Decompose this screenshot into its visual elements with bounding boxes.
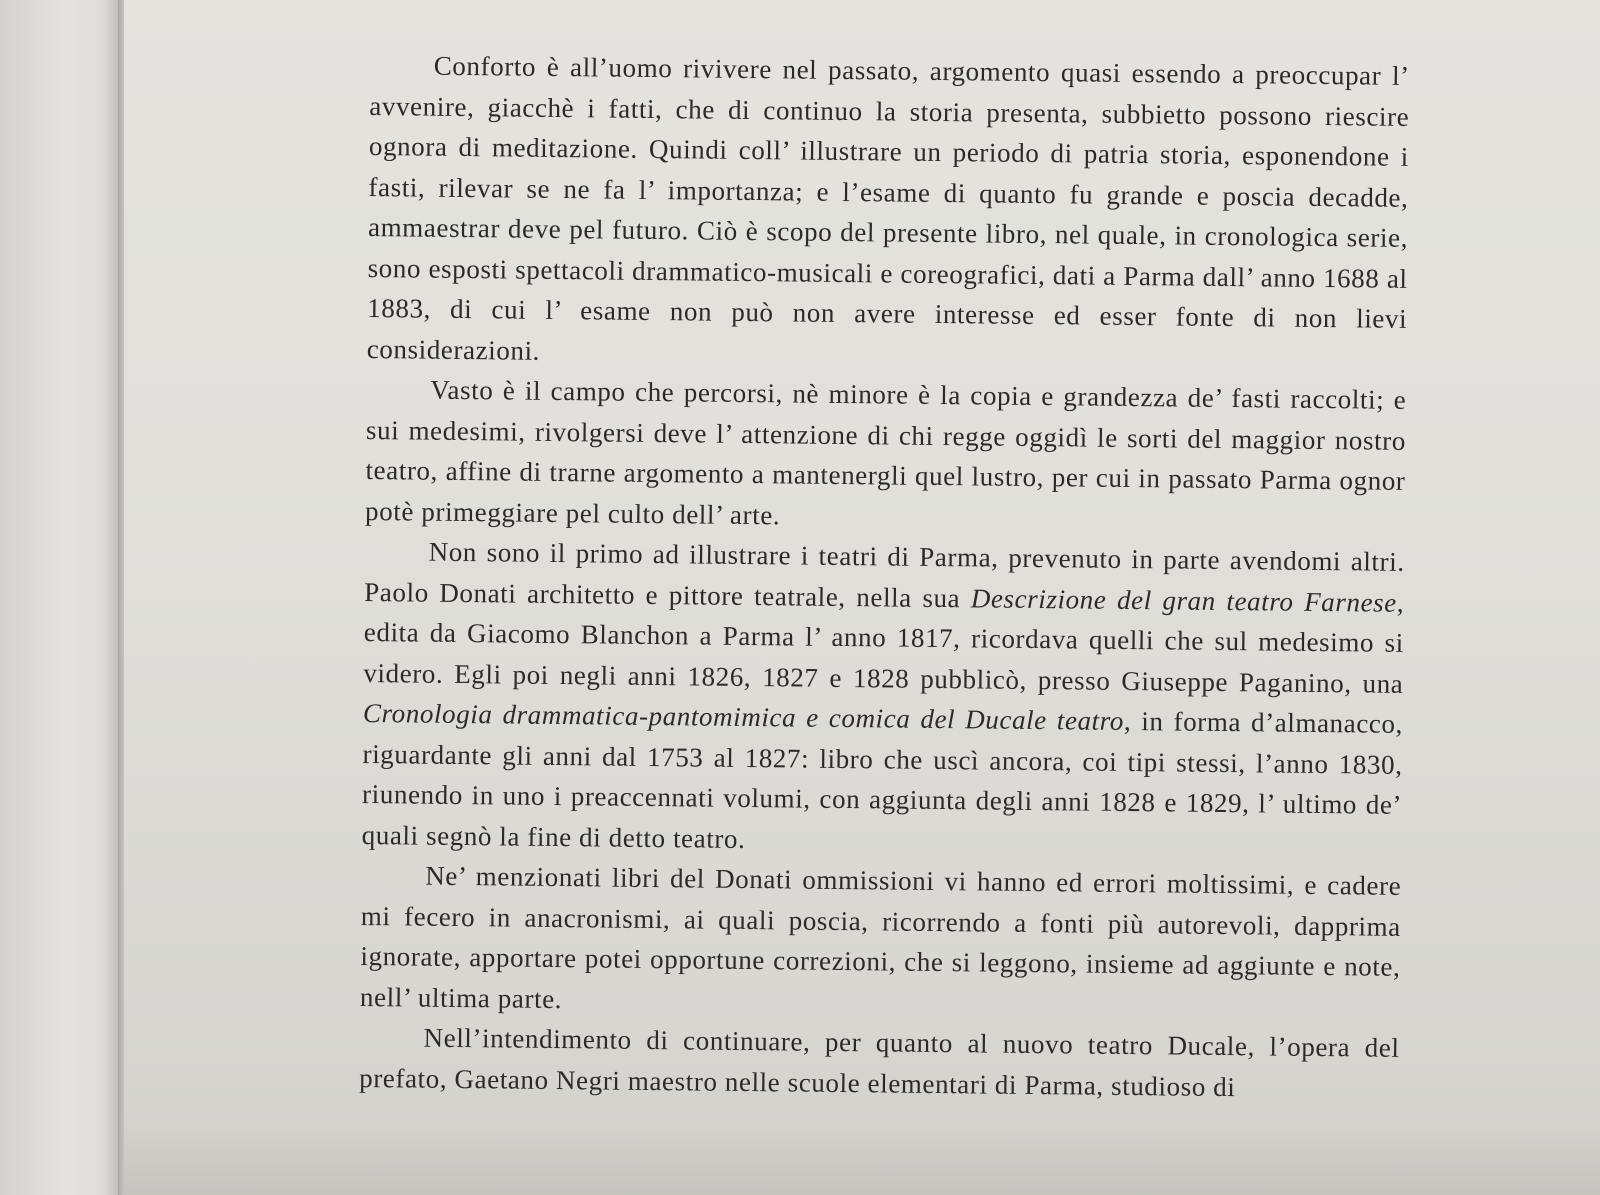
paragraph-5 — [359, 1017, 1400, 1109]
page-text — [359, 45, 1410, 1109]
paragraph-1 — [367, 45, 1410, 380]
book-title-descrizione: Descrizione del gran teatro Farnese — [970, 582, 1398, 618]
paragraph-2 — [365, 369, 1407, 542]
paragraph-3-text-a: Non sono il primo ad illustrare i teatri di Parma, prevenuto in parte avendomi altri. Paolo Donati architetto e pittore teatrale, nella sua — [364, 536, 1405, 613]
paragraph-4-text: Ne’ menzionati libri del Donati ommissioni vi hanno ed errori moltissimi, e cadere mi fecero in anacronismi, ai quali poscia, ricorrendo a fonti più autorevoli, dapprima ignorate, apportare potei opportune correzioni, che si leggono, insieme ad aggiunte e note, nell’ ultima parte. — [359, 860, 1402, 1014]
paragraph-3-text-b: , edita da Giacomo Blanchon a Parma l’ anno 1817, ricordava quelli che sul medesimo si videro. Egli poi negli anni 1826, 1827 e 1828 pubblicò, presso Giuseppe Paganino, una — [363, 587, 1405, 699]
paragraph-3-text-c: , in forma d’almanacco, riguardante gli anni dal 1753 al 1827: libro che uscì ancora, coi tipi stessi, l’anno 1830, riunendo in uno i preaccennati volumi, con aggiunta degli anni 1828 e 1829, l’ ultimo de’ quali segnò la fine di detto teatro. — [361, 705, 1404, 854]
book-title-cronologia: Cronologia drammatica-pantomimica e comica del Ducale teatro — [362, 697, 1125, 736]
paragraph-3 — [362, 531, 1405, 866]
facing-page-edge — [0, 0, 122, 1195]
paragraph-5-text: Nell’intendimento di continuare, per quanto al nuovo teatro Ducale, l’opera del prefato, Gaetano Negri maestro nelle scuole elementari di Parma, studioso di — [359, 1022, 1400, 1102]
paragraph-1-text: Conforto è all’uomo rivivere nel passato, argomento quasi essendo a preoccupar l’ avvenire, giacchè i fatti, che di continuo la storia presenta, subbietto possono riescire ognora di meditazione. Quindi coll’ illustrare un periodo di patria storia, esponendone i fasti, rilevar se ne fa l’ importanza; e l’esame di quanto fu grande e poscia decadde, ammaestrar deve pel futuro. Ciò è scopo del presente libro, nel quale, in cronologica serie, sono esposti spettacoli drammatico-musicali e coreografici, dati a Parma dall’ anno 1688 al 1883, di cui l’ esame non può non avere interesse ed esser fonte di non lievi considerazioni. — [366, 50, 1410, 366]
paragraph-4 — [360, 855, 1402, 1028]
paragraph-2-text: Vasto è il campo che percorsi, nè minore è la copia e grandezza de’ fasti raccolti; e sui medesimi, rivolgersi deve l’ attenzione di chi regge oggidì le sorti del maggior nostro teatro, affine di trarne argomento a mantenergli quel lustro, per cui in passato Parma ognor potè primeggiare pel culto dell’ arte. — [364, 374, 1407, 530]
